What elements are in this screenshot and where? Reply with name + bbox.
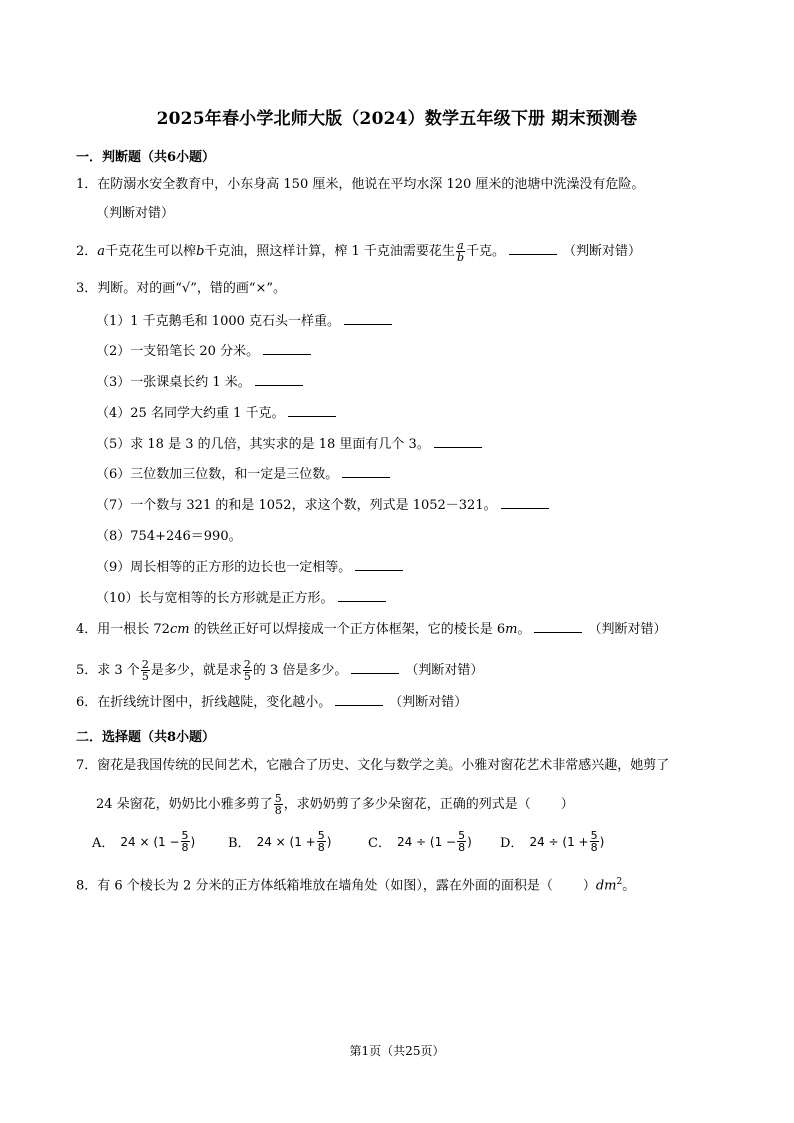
answer-blank[interactable] bbox=[338, 600, 386, 602]
answer-blank[interactable] bbox=[288, 415, 336, 417]
page-footer: 第1页（共25页） bbox=[349, 1044, 445, 1058]
question-3-item: （4）25 名同学大约重 1 千克。 bbox=[96, 405, 342, 423]
question-8: 8．有 6 个棱长为 2 分米的正方体纸箱堆放在墙角处（如图），露在外面的面积是（ ）$dm^2$。 bbox=[76, 877, 636, 894]
option-d[interactable]: D． 24 ÷ (1 + $\frac{5}{8}$ ) bbox=[500, 829, 605, 854]
answer-blank[interactable] bbox=[335, 704, 383, 706]
answer-blank[interactable] bbox=[342, 476, 390, 478]
question-3-item: （2）一支铅笔长 20 分米。 bbox=[96, 343, 317, 361]
fraction-five-eighths: $\frac{5}{8}$ bbox=[274, 792, 282, 817]
question-6: 6．在折线统计图中，折线越陡，变化越小。 （判断对错） bbox=[76, 695, 468, 710]
answer-blank[interactable] bbox=[263, 353, 311, 355]
question-7-line2: 24 朵窗花，奶奶比小雅多剪了 $\frac{5}{8}$ ，求奶奶剪了多少朵窗花，正确的列式是（ ） bbox=[96, 792, 574, 817]
question-5: 5．求 3 个 $\frac{2}{5}$ 是多少，就是求 $\frac{2}{5}$ 的 3 倍是多少。 （判断对错） bbox=[76, 658, 484, 683]
question-2: 2．a千克花生可以榨b千克油，照这样计算，榨 1 千克油需要花生 $\frac{a}{b}$ 千克。 （判断对错） bbox=[76, 239, 642, 264]
question-4: 4．用一根长 72cm 的铁丝正好可以焊接成一个正方体框架，它的棱长是 6m。 （判断对错） bbox=[76, 622, 667, 637]
fraction-two-fifths: $\frac{2}{5}$ bbox=[243, 658, 251, 683]
question-1 bbox=[76, 176, 644, 194]
question-3-intro: 3．判断。对的画“√”，错的画“×”。 bbox=[76, 281, 287, 296]
section-heading-choice: 二．选择题（共8小题） bbox=[76, 730, 216, 745]
fraction-a-over-b: $\frac{a}{b}$ bbox=[456, 239, 464, 264]
option-b[interactable]: B． 24 × (1 + $\frac{5}{8}$ ) bbox=[228, 829, 332, 854]
answer-blank[interactable] bbox=[501, 507, 549, 509]
question-3-item: （10）长与宽相等的长方形就是正方形。 bbox=[96, 590, 392, 608]
question-3-item: （9）周长相等的正方形的边长也一定相等。 bbox=[96, 559, 409, 577]
question-3-item: （3）一张课桌长约 1 米。 bbox=[96, 374, 309, 392]
answer-blank[interactable] bbox=[534, 631, 582, 633]
option-c[interactable]: C． 24 ÷ (1 − $\frac{5}{8}$ ) bbox=[368, 829, 472, 854]
fraction-two-fifths: $\frac{2}{5}$ bbox=[141, 658, 149, 683]
question-7-line1: 7．窗花是我国传统的民间艺术，它融合了历史、文化与数学之美。小雅对窗花艺术非常感兴趣，她剪了 bbox=[76, 758, 670, 773]
question-3-item: （5）求 18 是 3 的几倍，其实求的是 18 里面有几个 3。 bbox=[96, 436, 488, 454]
section-heading-judgement: 一．判断题（共6小题） bbox=[76, 150, 216, 165]
answer-blank[interactable] bbox=[255, 384, 303, 386]
question-3-item: （6）三位数加三位数，和一定是三位数。 bbox=[96, 466, 396, 484]
answer-blank[interactable] bbox=[355, 569, 403, 571]
question-1-tail: （判断对错） bbox=[96, 206, 175, 221]
question-1-text: 1．在防溺水安全教育中，小东身高 150 厘米，他说在平均水深 120 厘米的池塘中洗澡没有危险。 bbox=[76, 177, 645, 192]
question-3-item: （8）754+246＝990。 bbox=[96, 529, 242, 544]
answer-blank[interactable] bbox=[344, 323, 392, 325]
answer-blank[interactable] bbox=[351, 672, 399, 674]
question-3-item: （7）一个数与 321 的和是 1052，求这个数，列式是 1052－321。 bbox=[96, 497, 555, 515]
answer-blank[interactable] bbox=[509, 253, 557, 255]
page-title: 2025年春小学北师大版（2024）数学五年级下册 期末预测卷 bbox=[156, 109, 638, 129]
question-3-item: （1）1 千克鹅毛和 1000 克石头一样重。 bbox=[96, 313, 398, 331]
answer-blank[interactable] bbox=[434, 446, 482, 448]
option-a[interactable]: A． 24 × (1 − $\frac{5}{8}$ ) bbox=[92, 829, 196, 854]
